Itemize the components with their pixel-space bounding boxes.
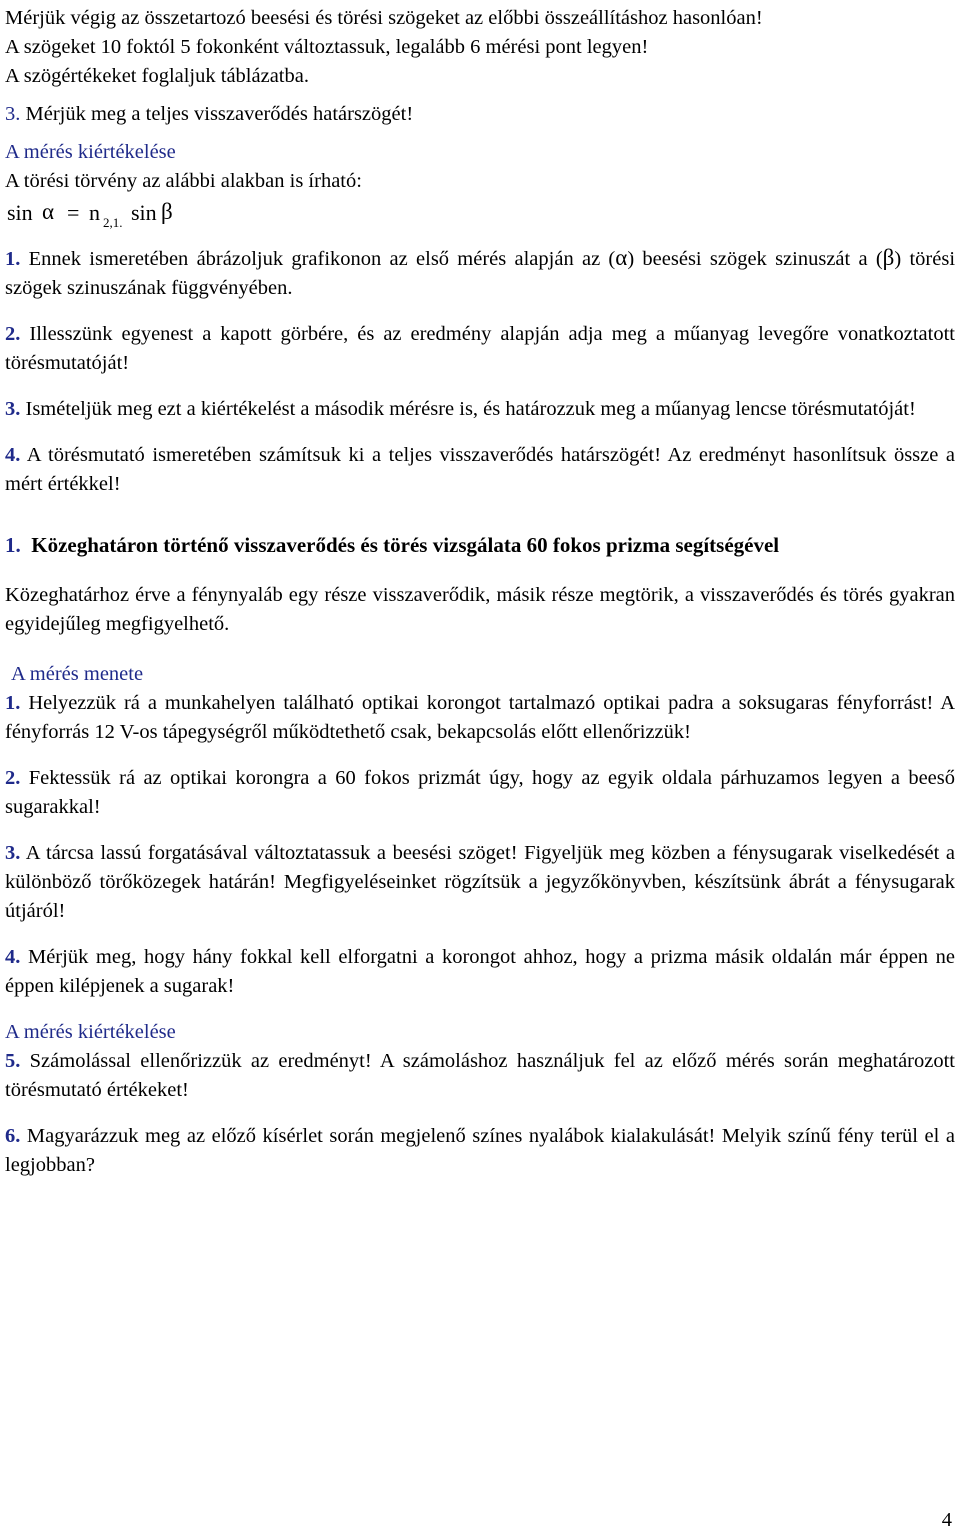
intro-line-2: A szögeket 10 foktól 5 fokonként változtassuk, legalább 6 mérési pont legyen!	[5, 36, 649, 58]
eval-item-6	[5, 1122, 955, 1180]
method-heading: A mérés menete	[11, 663, 144, 685]
method-step-2	[5, 764, 955, 822]
item-text: Számolással ellenőrizzük az eredményt! A számoláshoz használjuk fel az előző mérés során meghatározott törésmutató értékeket!	[5, 1050, 955, 1101]
method-step-1	[5, 689, 955, 747]
item-text: A törésmutató ismeretében számítsuk ki a teljes visszaverődés határszögét! Az eredményt hasonlítsuk össze a mért értékkel!	[5, 444, 955, 495]
formula-beta: β	[161, 199, 173, 224]
section-intro: Közeghatárhoz érve a fénynyaláb egy része visszaverődik, másik része megtörik, a visszaverődés és törés gyakran egyidejűleg megfigyelhető.	[5, 584, 955, 635]
item-number: 2.	[5, 323, 21, 345]
item-text-part: ) törési szögek szinuszának függvényében.	[5, 248, 956, 299]
eval-item-2	[5, 320, 955, 378]
evaluation-heading: A mérés kiértékelése	[5, 141, 176, 163]
eval-item-3	[5, 395, 955, 424]
item-text-part: ) beesési szögek szinuszát a (	[627, 248, 883, 270]
eval-item-5	[5, 1047, 955, 1105]
step-number: 1.	[5, 692, 21, 714]
section-heading	[5, 531, 955, 560]
step-number: 3.	[5, 103, 21, 125]
refraction-formula	[5, 196, 955, 234]
item-number: 5.	[5, 1050, 21, 1072]
step-text: Helyezzük rá a munkahelyen található optikai korongot tartalmazó optikai padra a soksugaras fényforrást! A fényforrás 12 V-os tápegységről működtethető csak, bekapcsolás előtt ellenőrizzük!	[5, 692, 955, 743]
page-number: 4	[941, 1509, 952, 1531]
method-step-4	[5, 943, 955, 1001]
step-number: 4.	[5, 946, 21, 968]
item-number: 6.	[5, 1125, 21, 1147]
intro-line-1: Mérjük végig az összetartozó beesési és törési szögeket az előbbi összeállításhoz hasonlóan!	[5, 7, 763, 29]
evaluation-heading-2: A mérés kiértékelése	[5, 1021, 176, 1043]
step-text: Fektessük rá az optikai korongra a 60 fokos prizmát úgy, hogy az egyik oldala párhuzamos legyen a beeső sugarakkal!	[5, 767, 955, 818]
formula-alpha: α	[42, 199, 55, 224]
step-number: 2.	[5, 767, 21, 789]
method-step-3	[5, 839, 955, 926]
eval-item-4	[5, 441, 955, 499]
item-number: 4.	[5, 444, 21, 466]
step-3-total-reflection	[5, 100, 955, 129]
section-title: Közeghatáron történő visszaverődés és törés vizsgálata 60 fokos prizma segítségével	[31, 533, 780, 557]
beta-symbol: β	[882, 245, 895, 270]
formula-subscript: 2,1.	[103, 215, 123, 230]
alpha-symbol: α	[615, 245, 628, 270]
item-text: Illesszünk egyenest a kapott görbére, és az eredmény alapján adja meg a műanyag levegőre vonatkoztatott törésmutatóját!	[5, 323, 955, 374]
document-page	[5, 4, 955, 1180]
formula-sin-left: sin	[7, 200, 33, 225]
intro-line-3: A szögértékeket foglaljuk táblázatba.	[5, 65, 309, 87]
step-text: A tárcsa lassú forgatásával változtatassuk a beesési szöget! Figyeljük meg közben a fénysugarak viselkedését a különböző törőközegek határán! Megfigyeléseinket rögzítsük a jegyzőkönyvben, készítsünk ábrát a fénysugarak útjáról!	[5, 842, 955, 922]
item-number: 3.	[5, 398, 21, 420]
refraction-law-text: A törési törvény az alábbi alakban is írható:	[5, 170, 362, 192]
formula-equals: =	[67, 200, 80, 225]
formula-n: n	[89, 200, 100, 225]
step-number: 3.	[5, 842, 21, 864]
item-number: 1.	[5, 248, 21, 270]
item-text: Ismételjük meg ezt a kiértékelést a második mérésre is, és határozzuk meg a műanyag lencse törésmutatóját!	[20, 398, 916, 420]
step-text: Mérjük meg, hogy hány fokkal kell elforgatni a korongot ahhoz, hogy a prizma másik oldalán már éppen ne éppen kilépjenek a sugarak!	[5, 946, 955, 997]
formula-sin-right: sin	[131, 200, 157, 225]
item-text-part: Ennek ismeretében ábrázoljuk grafikonon az első mérés alapján az (	[20, 248, 616, 270]
section-number: 1.	[5, 533, 21, 557]
eval-item-1	[5, 243, 955, 303]
step-text: Mérjük meg a teljes visszaverődés határszögét!	[20, 103, 414, 125]
item-text: Magyarázzuk meg az előző kísérlet során megjelenő színes nyalábok kialakulását! Melyik színű fény terül el a legjobban?	[5, 1125, 955, 1176]
